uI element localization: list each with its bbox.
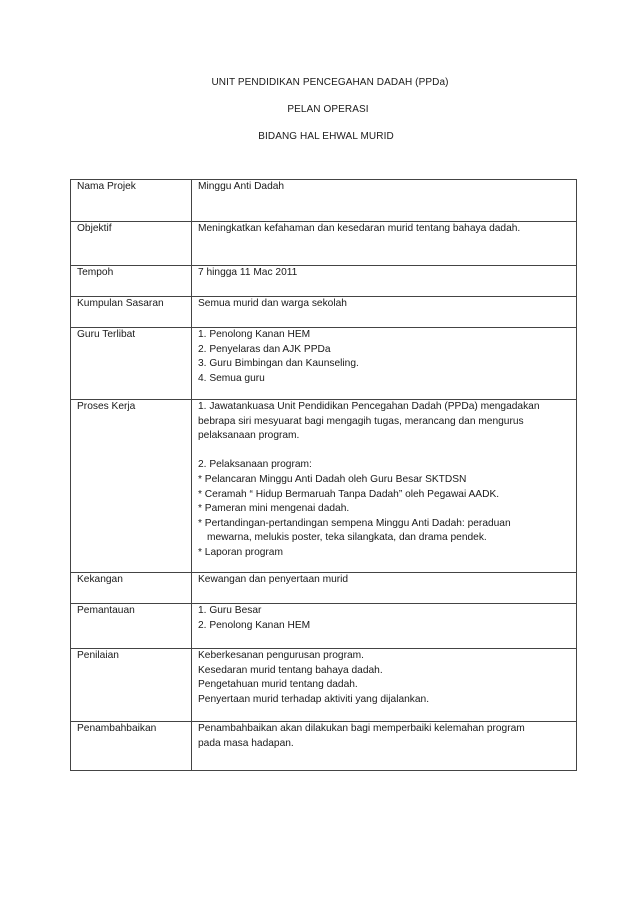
table-row-penambahbaikan xyxy=(71,722,577,771)
list-item: * Ceramah “ Hidup Bermaruah Tanpa Dadah” oleh Pegawai AADK. xyxy=(198,488,500,500)
operation-plan-table xyxy=(70,179,577,771)
table-row-guru-terlibat xyxy=(71,328,577,400)
cell-label: Penambahbaikan xyxy=(71,722,192,771)
cell-label: Penilaian xyxy=(71,649,192,722)
table-row-tempoh xyxy=(71,266,577,297)
list-item: Penyertaan murid terhadap aktiviti yang dijalankan. xyxy=(198,693,430,705)
list-item: 1. Guru Besar xyxy=(198,605,262,616)
cell-value: Minggu Anti Dadah xyxy=(192,180,577,222)
cell-label: Kumpulan Sasaran xyxy=(71,297,192,328)
cell-value: Semua murid dan warga sekolah xyxy=(192,297,577,328)
table-row-nama-projek xyxy=(71,180,577,222)
list-item: Kesedaran murid tentang bahaya dadah. xyxy=(198,664,383,676)
cell-label: Nama Projek xyxy=(71,180,192,222)
table-row-penilaian xyxy=(71,649,577,722)
cell-label: Objektif xyxy=(71,222,192,266)
list-item: 4. Semua guru xyxy=(198,372,265,384)
list-item: 1. Penolong Kanan HEM xyxy=(198,329,311,340)
header-unit-title: UNIT PENDIDIKAN PENCEGAHAN DADAH (PPDa) xyxy=(211,77,449,88)
list-item: * Pameran mini mengenai dadah. xyxy=(198,503,350,515)
cell-value: Meningkatkan kefahaman dan kesedaran murid tentang bahaya dadah. xyxy=(192,222,577,266)
table-row-kekangan xyxy=(71,573,577,604)
paragraph-line: 1. Jawatankuasa Unit Pendidikan Pencegahan Dadah (PPDa) mengadakan xyxy=(198,401,540,412)
list-item: 2. Penolong Kanan HEM xyxy=(198,619,311,631)
cell-value xyxy=(192,722,577,771)
list-item: * Pelancaran Minggu Anti Dadah oleh Guru Besar SKTDSN xyxy=(198,473,467,485)
cell-label: Tempoh xyxy=(71,266,192,297)
paragraph-gap xyxy=(198,444,570,459)
cell-label: Guru Terlibat xyxy=(71,328,192,400)
header-field-title: BIDANG HAL EHWAL MURID xyxy=(258,131,394,142)
cell-value xyxy=(192,328,577,400)
table-row-kumpulan-sasaran xyxy=(71,297,577,328)
paragraph-line: Penambahbaikan akan dilakukan bagi memperbaiki kelemahan program xyxy=(198,723,525,734)
section-title: 2. Pelaksanaan program: xyxy=(198,459,312,471)
paragraph-line: bebrapa siri mesyuarat bagi mengagih tugas, merancang dan mengurus xyxy=(198,415,524,427)
cell-value xyxy=(192,604,577,649)
cell-label: Pemantauan xyxy=(71,604,192,649)
cell-value: 7 hingga 11 Mac 2011 xyxy=(192,266,577,297)
cell-value: Kewangan dan penyertaan murid xyxy=(192,573,577,604)
cell-value xyxy=(192,400,577,573)
list-item: * Pertandingan-pertandingan sempena Minggu Anti Dadah: peraduan xyxy=(198,517,511,529)
list-item: Keberkesanan pengurusan program. xyxy=(198,650,364,661)
table-row-objektif xyxy=(71,222,577,266)
list-item: 3. Guru Bimbingan dan Kaunseling. xyxy=(198,358,359,370)
cell-value xyxy=(192,649,577,722)
list-item: Pengetahuan murid tentang dadah. xyxy=(198,679,358,691)
cell-label: Kekangan xyxy=(71,573,192,604)
table-row-proses-kerja xyxy=(71,400,577,573)
table-row-pemantauan xyxy=(71,604,577,649)
paragraph-line: pelaksanaan program. xyxy=(198,430,300,442)
header-plan-title: PELAN OPERASI xyxy=(287,104,369,115)
cell-label: Proses Kerja xyxy=(71,400,192,573)
paragraph-line: pada masa hadapan. xyxy=(198,737,294,749)
list-item-continuation: mewarna, melukis poster, teka silangkata, dan drama pendek. xyxy=(207,532,487,544)
list-item: 2. Penyelaras dan AJK PPDa xyxy=(198,343,331,355)
list-item: * Laporan program xyxy=(198,546,283,558)
